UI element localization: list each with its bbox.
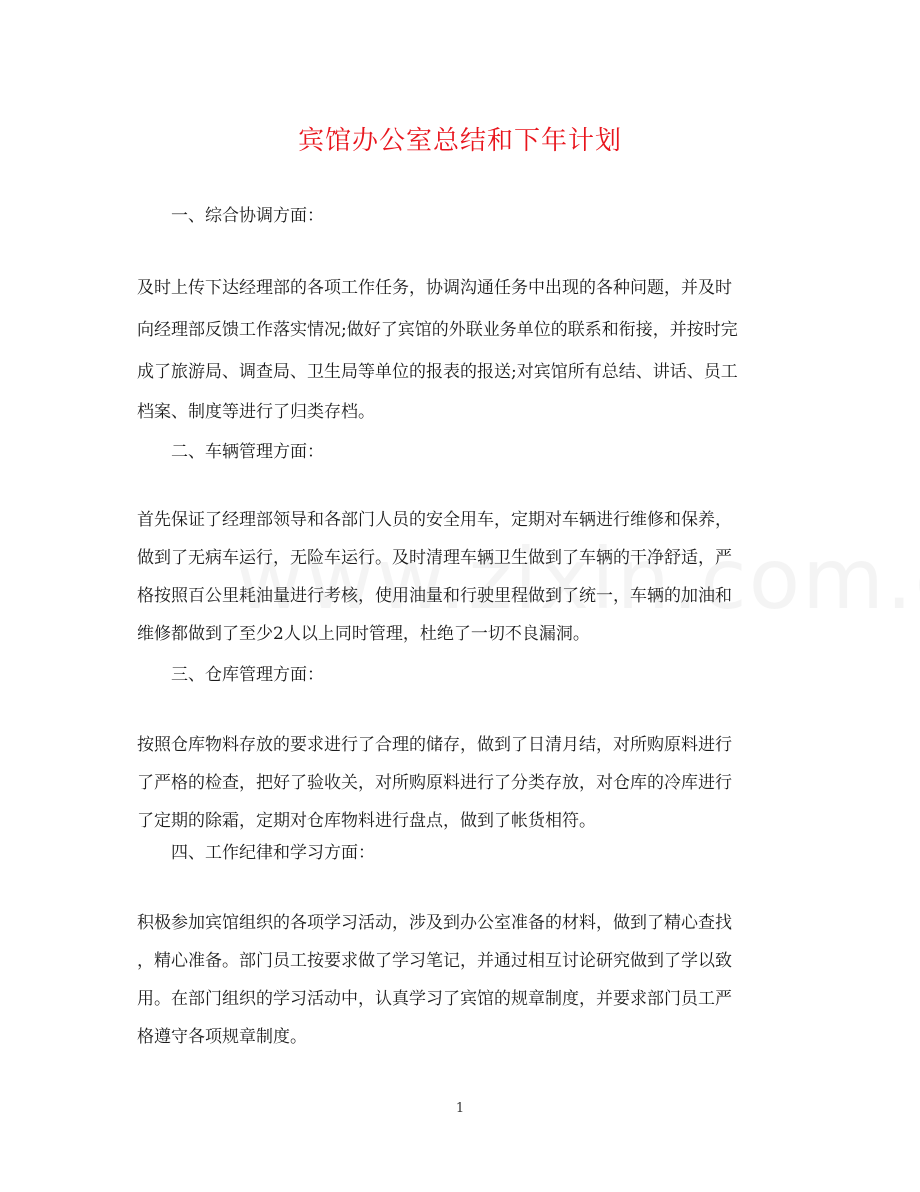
section-body-warehouse bbox=[137, 726, 783, 840]
document-title: 宾馆办公室总结和下年计划 bbox=[297, 126, 622, 156]
paragraph-line: 按照仓库物料存放的要求进行了合理的储存，做到了日清月结，对所购原料进行 bbox=[137, 735, 732, 755]
paragraph-line: 向经理部反馈工作落实情况;做好了宾馆的外联业务单位的联系和衔接，并按时完 bbox=[137, 320, 738, 340]
paragraph-line: 格按照百公里耗油量进行考核，使用油量和行驶里程做到了统一，车辆的加油和 bbox=[137, 586, 732, 606]
section-heading-warehouse: 三、仓库管理方面： bbox=[171, 665, 324, 685]
section-body-discipline bbox=[137, 904, 783, 1056]
section-heading-coordination: 一、综合协调方面： bbox=[171, 206, 324, 226]
paragraph-line: 格遵守各项规章制度。 bbox=[137, 1027, 307, 1047]
section-body-coordination bbox=[137, 267, 783, 431]
section-heading-vehicles: 二、车辆管理方面： bbox=[171, 442, 324, 462]
paragraph-line: 档案、制度等进行了归类存档。 bbox=[137, 402, 375, 422]
paragraph-line: 成了旅游局、调查局、卫生局等单位的报表的报送;对宾馆所有总结、讲话、员工 bbox=[137, 362, 738, 382]
paragraph-line: 做到了无病车运行，无险车运行。及时清理车辆卫生做到了车辆的干净舒适，严 bbox=[137, 548, 732, 568]
paragraph-line: 首先保证了经理部领导和各部门人员的安全用车，定期对车辆进行维修和保养， bbox=[137, 510, 732, 530]
section-body-vehicles bbox=[137, 501, 783, 653]
paragraph-line: 了严格的检查，把好了验收关，对所购原料进行了分类存放，对仓库的冷库进行 bbox=[137, 773, 732, 793]
paragraph-line: 及时上传下达经理部的各项工作任务，协调沟通任务中出现的各种问题，并及时 bbox=[137, 278, 732, 298]
paragraph-line: 了定期的除霜，定期对仓库物料进行盘点，做到了帐货相符。 bbox=[137, 811, 596, 831]
paragraph-line: 用。在部门组织的学习活动中，认真学习了宾馆的规章制度，并要求部门员工严 bbox=[137, 989, 732, 1009]
paragraph-line: 积极参加宾馆组织的各项学习活动，涉及到办公室准备的材料，做到了精心查找 bbox=[137, 913, 732, 933]
paragraph-line: ，精心准备。部门员工按要求做了学习笔记，并通过相互讨论研究做到了学以致 bbox=[137, 951, 732, 971]
section-heading-discipline: 四、工作纪律和学习方面： bbox=[171, 843, 375, 863]
paragraph-line: 维修都做到了至少2人以上同时管理，杜绝了一切不良漏洞。 bbox=[137, 624, 590, 644]
page-number: 1 bbox=[455, 1101, 465, 1116]
